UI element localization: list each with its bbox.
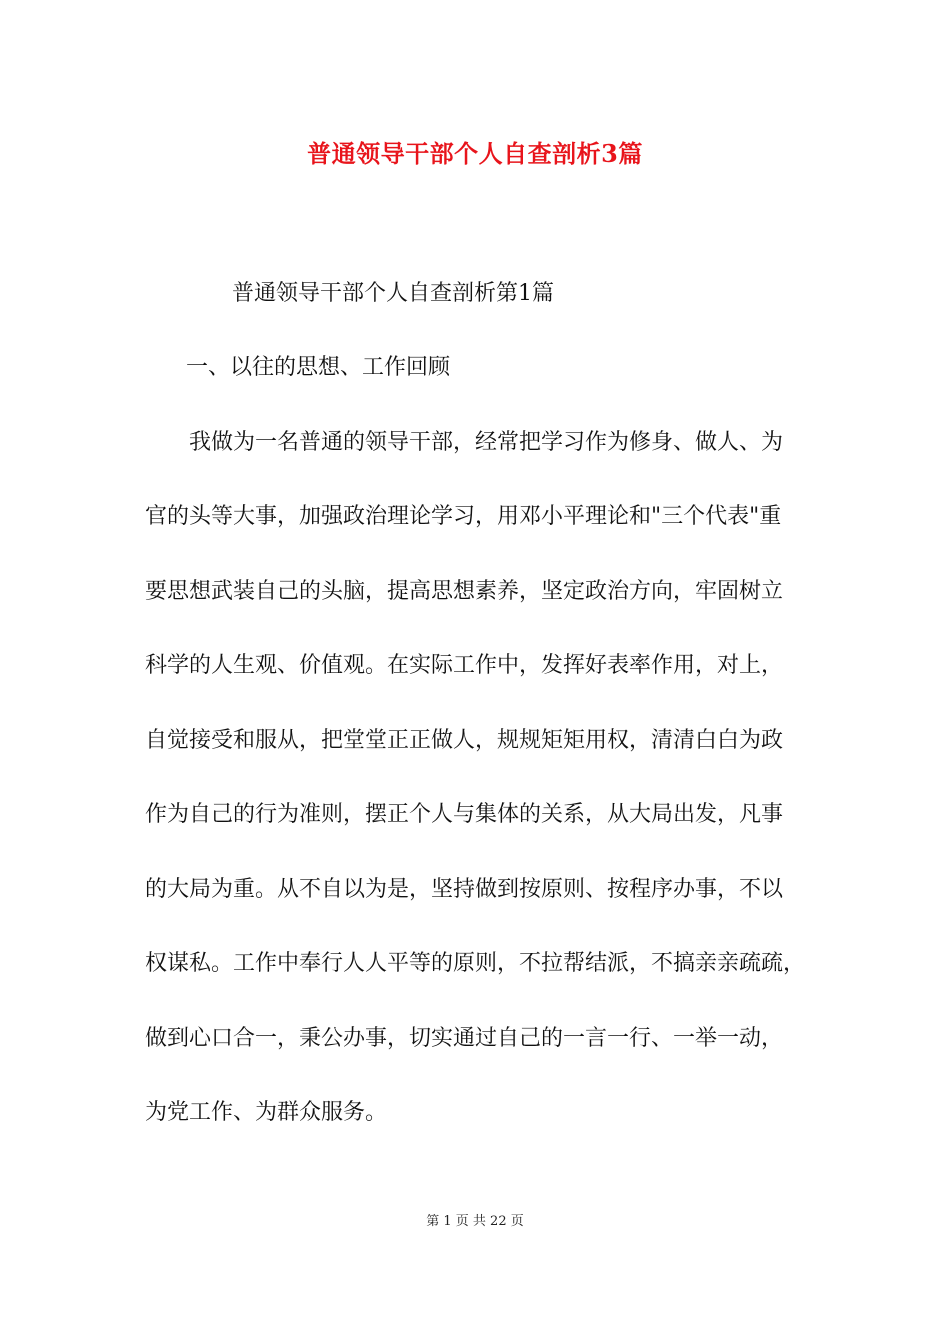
paragraph-line-2: 官的头等大事，加强政治理论学习，用邓小平理论和"三个代表"重 <box>145 504 782 529</box>
document-title: 普通领导干部个人自查剖析3篇 <box>307 139 643 168</box>
paragraph-line-6: 作为自己的行为准则，摆正个人与集体的关系，从大局出发，凡事 <box>145 802 784 827</box>
paragraph-line-1: 我做为一名普通的领导干部，经常把学习作为修身、做人、为 <box>189 430 784 455</box>
paragraph-line-4: 科学的人生观、价值观。在实际工作中，发挥好表率作用，对上， <box>145 653 784 678</box>
page-footer: 第 1 页 共 22 页 <box>426 1214 524 1229</box>
paragraph-line-3: 要思想武装自己的头脑，提高思想素养，坚定政治方向，牢固树立 <box>145 579 784 604</box>
paragraph-line-8: 权谋私。工作中奉行人人平等的原则，不拉帮结派，不搞亲亲疏疏， <box>145 951 806 976</box>
paragraph-line-9: 做到心口合一，秉公办事，切实通过自己的一言一行、一举一动， <box>145 1026 784 1051</box>
paragraph-line-10: 为党工作、为群众服务。 <box>145 1100 388 1125</box>
section-heading: 一、以往的思想、工作回顾 <box>186 355 451 380</box>
paragraph-line-5: 自觉接受和服从，把堂堂正正做人，规规矩矩用权，清清白白为政 <box>145 728 784 753</box>
article-subtitle: 普通领导干部个人自查剖析第1篇 <box>232 281 554 306</box>
paragraph-line-7: 的大局为重。从不自以为是，坚持做到按原则、按程序办事，不以 <box>145 877 784 902</box>
